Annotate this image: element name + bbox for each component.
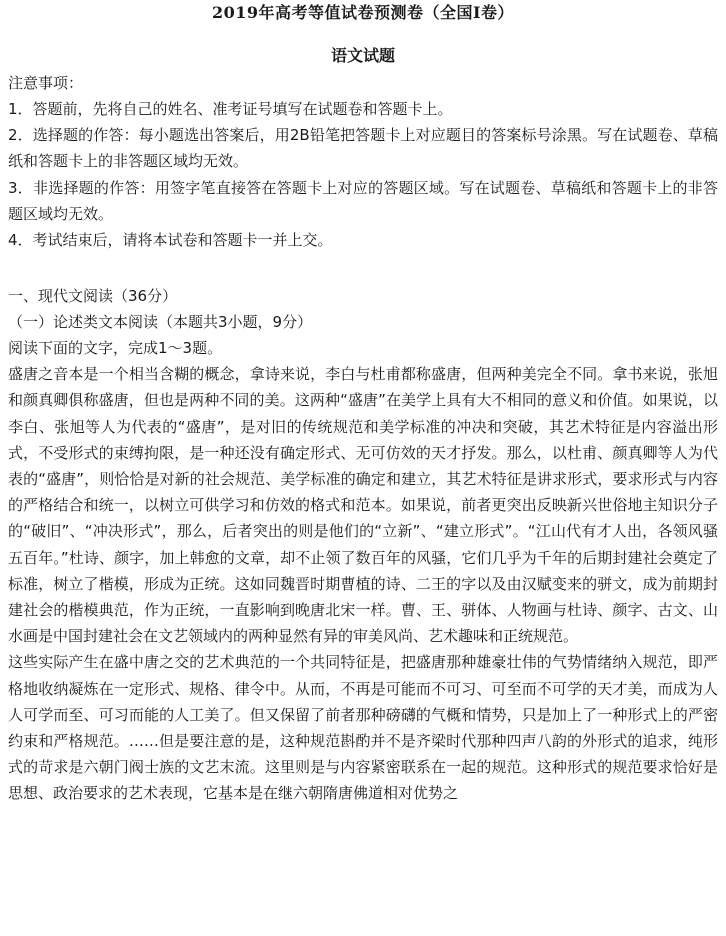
notice-heading: 注意事项： [8, 74, 84, 92]
passage-paragraph-2: 这些实际产生在盛中唐之交的艺术典范的一个共同特征是，把盛唐那种雄豪壮伟的气势情绪纳入规范，即严格地收纳凝炼在一定形式、规格、律令中。从而，不再是可能而不可习、可至而不可学的天才美，而成为人人可学而至、可习而能的人工美了。但又保留了前者那种磅礴的气概和情势，只是加上了一种形式上的严密约束和严格规范。……但是要注意的是，这种规范斟酌并不是齐梁时代那种四声八韵的外形式的追求，纯形式的苛求是六朝门阀士族的文艺末流。这里则是与内容紧密联系在一起的规范。这种形式的规范要求恰好是思想、政治要求的艺术表现，它基本是在继六朝隋唐佛道相对优势之 [8, 653, 718, 803]
notice-item-3: 3．非选择题的作答：用签字笔直接答在答题卡上对应的答题区域。写在试题卷、草稿纸和答题卡上的非答题区域均无效。 [8, 178, 718, 223]
section-instruction: 阅读下面的文字，完成1～3题。 [8, 339, 223, 358]
section-gap [8, 253, 718, 283]
reading-section [8, 283, 718, 806]
notice-item-4: 4．考试结束后，请将本试卷和答题卡一并上交。 [8, 231, 333, 250]
notice-item-1: 1．答题前，先将自己的姓名、准考证号填写在试题卷和答题卡上。 [8, 100, 453, 118]
passage-paragraph-1: 盛唐之音本是一个相当含糊的概念，拿诗来说，李白与杜甫都称盛唐，但两种美完全不同。拿书来说，张旭和颜真卿俱称盛唐，但也是两种不同的美。这两种“盛唐”在美学上具有大不相同的意义和价值。如果说，以李白、张旭等人为代表的“盛唐”，是对旧的传统规范和美学标准的冲决和突破，其艺术特征是内容溢出形式，不受形式的束缚拘限，是一种还没有确定形式、无可仿效的天才抒发。那么，以杜甫、颜真卿等人为代表的“盛唐”，则恰恰是对新的社会规范、美学标准的确定和建立，其艺术特征是讲求形式，要求形式与内容的严格结合和统一，以树立可供学习和仿效的格式和范本。如果说，前者更突出反映新兴世俗地主知识分子的“破旧”、“冲决形式”，那么，后者突出的则是他们的“立新”、“建立形式”。“江山代有才人出，各领风骚五百年。”杜诗、颜字，加上韩愈的文章，却不止领了数百年的风骚，它们几乎为千年的后期封建社会奠定了标准，树立了楷模，形成为正统。这如同魏晋时期曹植的诗、二王的字以及由汉赋变来的骈文，成为前期封建社会的楷模典范，作为正统，一直影响到晚唐北宋一样。曹、王、骈体、人物画与杜诗、颜字、古文、山水画是中国封建社会在文艺领域内的两种显然有异的审美风尚、艺术趣味和正统规范。 [8, 365, 718, 646]
section-heading: 一、现代文阅读（36分） [8, 287, 178, 306]
section-subheading: （一）论述类文本阅读（本题共3小题，9分） [8, 313, 313, 332]
notice-item-2: 2．选择题的作答：每小题选出答案后，用2B铅笔把答题卡上对应题目的答案标号涂黑。写在试题卷、草稿纸和答题卡上的非答题区域均无效。 [8, 126, 718, 171]
exam-title: 2019年高考等值试卷预测卷（全国I卷） [211, 3, 515, 22]
notice-block [8, 70, 718, 253]
exam-subtitle: 语文试题 [330, 46, 395, 65]
